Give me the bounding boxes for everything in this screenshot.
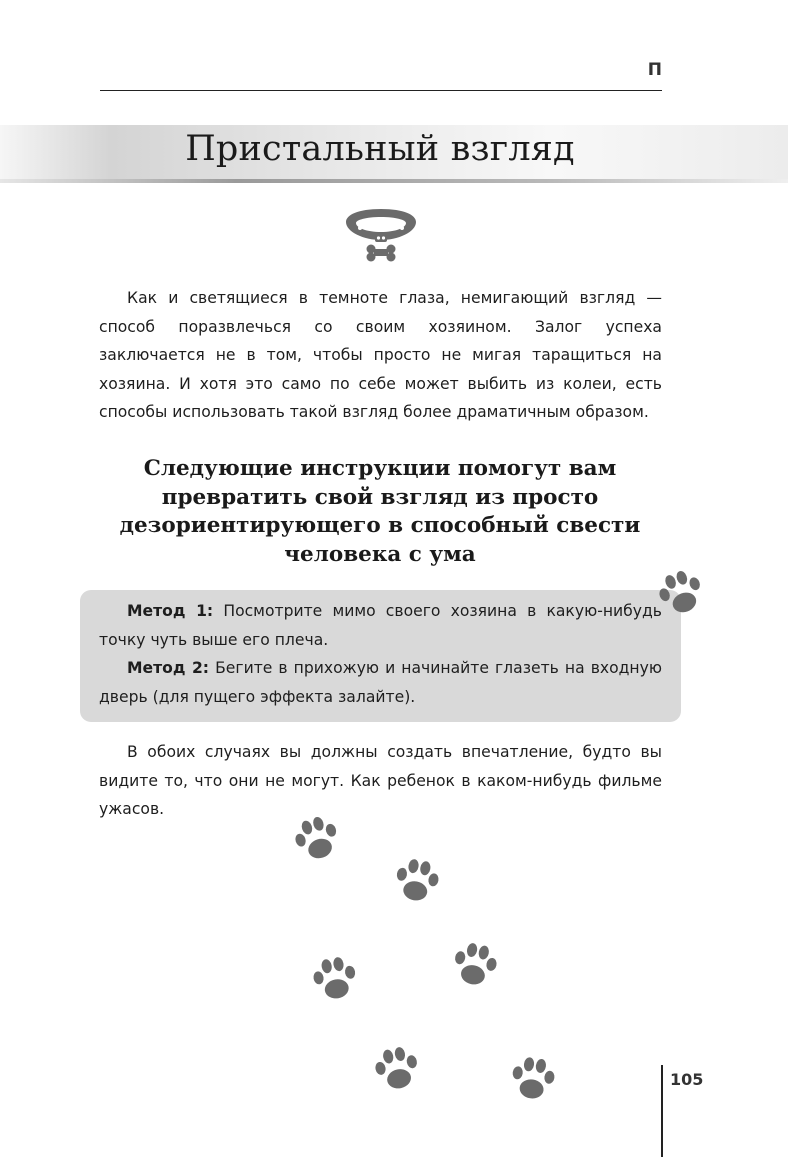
instructions-heading: Следующие инструкции помогут вам превратить свой взгляд из просто дезориентирующего в способный свести человека с ума (119, 456, 641, 567)
page-number-rule (661, 1065, 663, 1157)
paw-print-icon (505, 1051, 561, 1107)
method-description: Посмотрите мимо своего хозяина в какую-нибудь точку чуть выше его плеча. (99, 602, 662, 649)
paw-print-icon (367, 1039, 426, 1098)
method-description: Бегите в прихожую и начинайте глазеть на входную дверь (для пущего эффекта залайте). (99, 659, 662, 706)
header-rule (100, 90, 662, 91)
intro-paragraph: Как и светящиеся в темноте глаза, немигающий взгляд — способ поразвлечься со своим хозяином. Залог успеха заключается не в том, чтобы просто не мигая таращиться на хозяина. И хотя это само по себе может выбить из колеи, есть способы использовать такой взгляд более драматичным образом. (99, 289, 662, 421)
dog-collar-icon (340, 200, 422, 268)
section-letter: П (647, 60, 662, 80)
page-title: Пристальный взгляд (185, 129, 575, 169)
paw-print-icon (445, 935, 504, 994)
page-number: 105 (670, 1070, 704, 1089)
paw-print-icon (388, 852, 446, 910)
paw-print-icon (306, 950, 364, 1008)
method-label: Метод 2: (127, 659, 210, 677)
method-item (99, 654, 662, 711)
method-label: Метод 1: (127, 602, 214, 620)
method-item (99, 597, 662, 654)
methods-list (99, 597, 662, 711)
closing-paragraph: В обоих случаях вы должны создать впечатление, будто вы видите то, что они не могут. Как ребенок в каком-нибудь фильме ужасов. (99, 743, 662, 818)
